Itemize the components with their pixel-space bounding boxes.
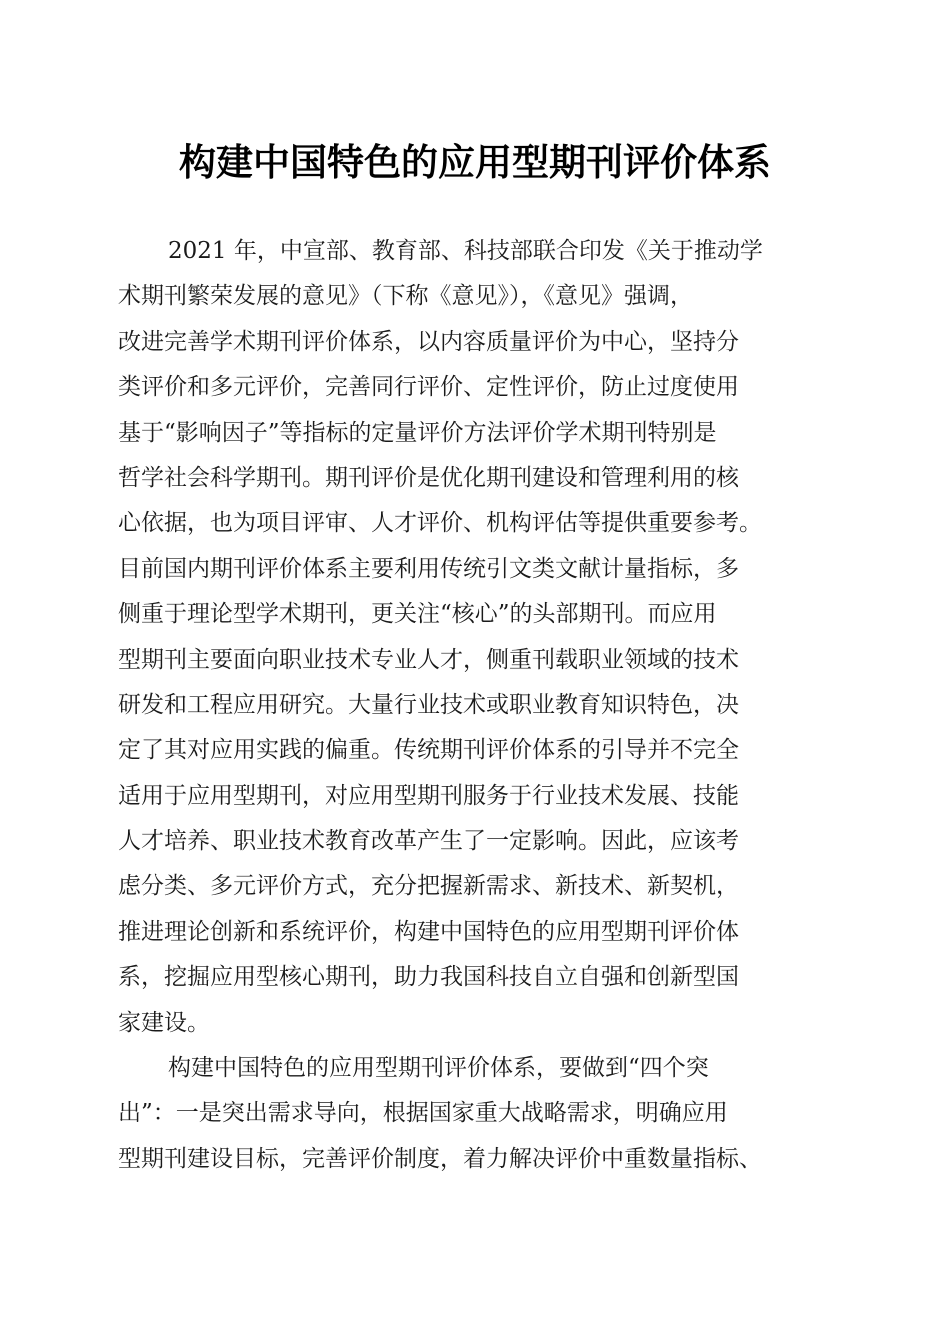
text-line: 适用于应用型期刊，对应用型期刊服务于行业技术发展、技能 bbox=[118, 782, 739, 809]
text-line: 研发和工程应用研究。大量行业技术或职业教育知识特色，决 bbox=[118, 691, 739, 718]
text-line: 人才培养、职业技术教育改革产生了一定影响。因此，应该考 bbox=[118, 828, 739, 855]
document-body bbox=[118, 229, 838, 1182]
document-title: 构建中国特色的应用型期刊评价体系 bbox=[179, 140, 771, 184]
text-line: 目前国内期刊评价体系主要利用传统引文类文献计量指标，多 bbox=[118, 555, 739, 582]
text-line: 基于“影响因子”等指标的定量评价方法评价学术期刊特别是 bbox=[118, 419, 717, 446]
text-line: 系，挖掘应用型核心期刊，助力我国科技自立自强和创新型国 bbox=[118, 964, 739, 991]
text-line: 型期刊建设目标，完善评价制度，着力解决评价中重数量指标、 bbox=[118, 1145, 762, 1172]
text-line: 构建中国特色的应用型期刊评价体系，要做到“四个突 bbox=[168, 1055, 709, 1082]
paragraph-2 bbox=[118, 1046, 838, 1182]
text-line: 型期刊主要面向职业技术专业人才，侧重刊载职业领域的技术 bbox=[118, 646, 739, 673]
text-line: 术期刊繁荣发展的意见》（下称《意见》），《意见》强调， bbox=[118, 283, 693, 310]
text-line: 定了其对应用实践的偏重。传统期刊评价体系的引导并不完全 bbox=[118, 737, 739, 764]
paragraph-1 bbox=[118, 229, 838, 1046]
text-line: 出”：一是突出需求导向，根据国家重大战略需求，明确应用 bbox=[118, 1100, 728, 1127]
text-line: 类评价和多元评价，完善同行评价、定性评价，防止过度使用 bbox=[118, 374, 739, 401]
text-line: 哲学社会科学期刊。期刊评价是优化期刊建设和管理利用的核 bbox=[118, 464, 739, 491]
text-line: 虑分类、多元评价方式，充分把握新需求、新技术、新契机， bbox=[118, 873, 739, 900]
text-line: 家建设。 bbox=[118, 1009, 210, 1036]
text-line: 侧重于理论型学术期刊，更关注“核心”的头部期刊。而应用 bbox=[118, 601, 717, 628]
text-line: 心依据，也为项目评审、人才评价、机构评估等提供重要参考。 bbox=[118, 510, 762, 537]
text-line: 推进理论创新和系统评价，构建中国特色的应用型期刊评价体 bbox=[118, 918, 739, 945]
text-line: 改进完善学术期刊评价体系，以内容质量评价为中心，坚持分 bbox=[118, 328, 739, 355]
text-line: 2021 年，中宣部、教育部、科技部联合印发《关于推动学 bbox=[168, 238, 763, 264]
